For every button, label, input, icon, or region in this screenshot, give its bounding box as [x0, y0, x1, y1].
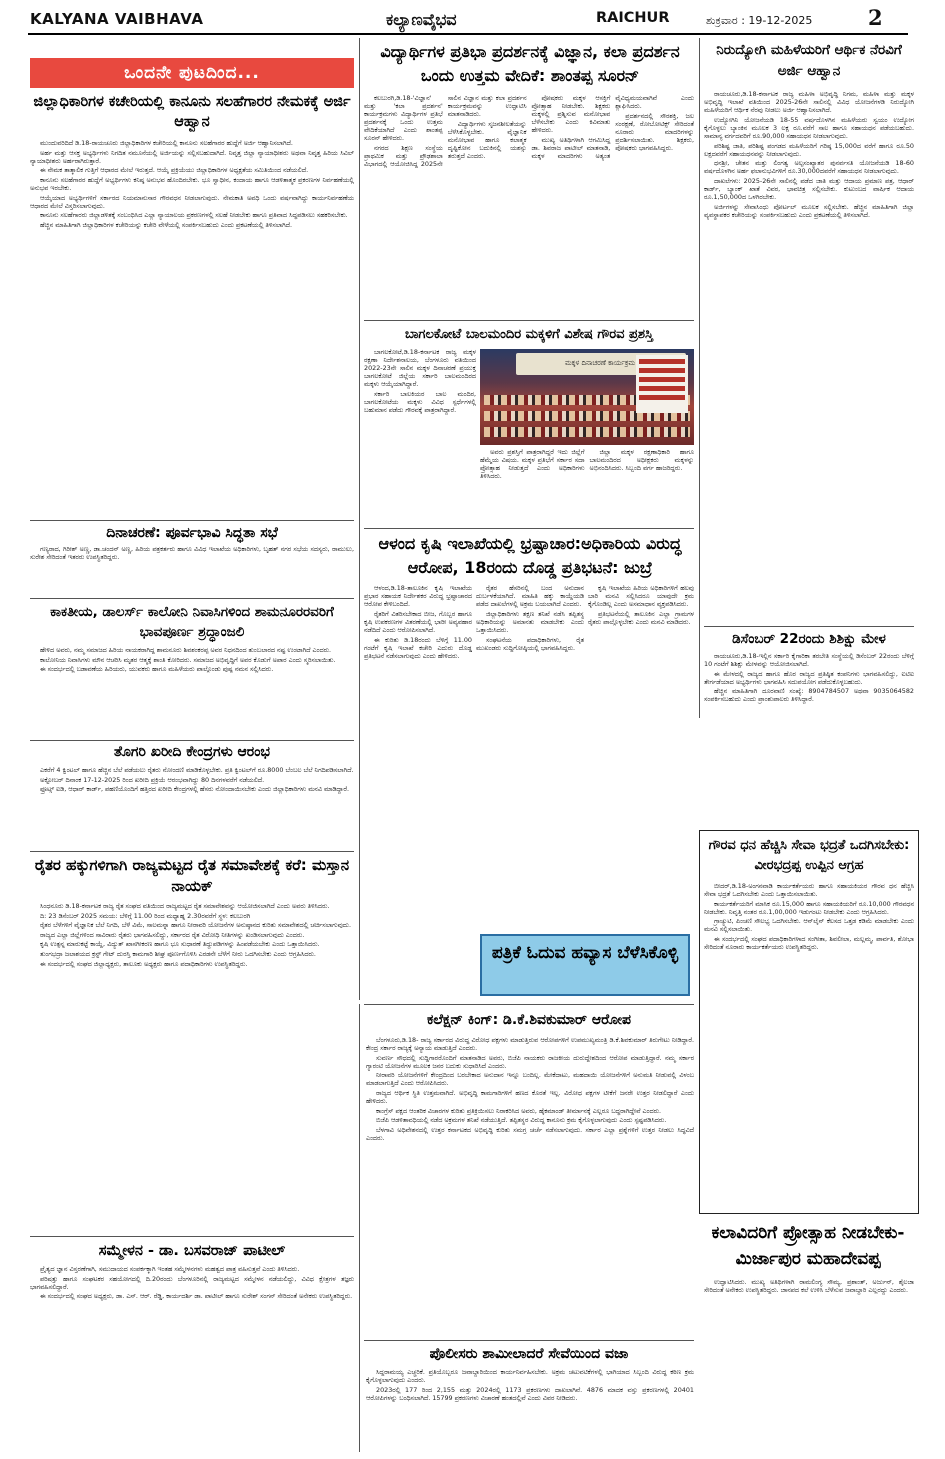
- paragraph: ರೈತರ ಹೆಸರಿನಲ್ಲಿ ಬಂದ ಅನುದಾನ ದುರ್ಬಳಕೆಯಾಗಿದೆ. ಮಾಹಿತಿ ಹಕ್ಕು ಕಾಯ್ದೆಯಡಿ ಪಡೆದ ದಾಖಲೆಗಳಲ್ಲಿ ಅಕ್ರಮ ಬಯಲಾಗಿದೆ ಎಂದರು.: [476, 584, 584, 609]
- paragraph: ಪರಿಶಿಷ್ಟ ಜಾತಿ, ಪರಿಶಿಷ್ಟ ಪಂಗಡದ ಮಹಿಳೆಯರಿಗೆ ಗರಿಷ್ಠ 15,000ದ ವರೆಗೆ ಹಾಗೂ ರೂ.50 ಲಕ್ಷದವರೆಗೆ ಸಹಾಯಧನವನ್ನು ನೀಡಲಾಗುವುದು.: [704, 141, 914, 158]
- paragraph: ಅರ್ಹ ಮತ್ತು ಆಸಕ್ತ ಅಭ್ಯರ್ಥಿಗಳು ನಿಗದಿತ ನಮೂನೆಯಲ್ಲಿ ಅರ್ಜಿಯನ್ನು ಸಲ್ಲಿಸಬಹುದಾಗಿದೆ. ನಿವೃತ್ತ ಜಿಲ್ಲಾ ನ್ಯಾಯಾಧೀಶರು ಅಥವಾ ನಿವೃತ್ತ ಹಿರಿಯ ಸಿವಿಲ್ ನ್ಯಾಯಾಧೀಶರು ಅರ್ಹರಾಗಿರುತ್ತಾರೆ.: [30, 148, 354, 165]
- article-headline: ಕಲಾವಿದರಿಗೆ ಪ್ರೋತ್ಸಾಹ ನೀಡಬೇಕು- ಮಿರ್ಜಾಪುರ ಮಹಾದೇವಪ್ಪ: [711, 1223, 905, 1269]
- paragraph: ಈ ಸಂದರ್ಭದಲ್ಲಿ ಬಡಾವಣೆಯ ಹಿರಿಯರು, ಯುವಕರು ಹಾಗೂ ಮಹಿಳೆಯರು ಪಾಲ್ಗೊಂಡು ಪುಷ್ಪ ನಮನ ಸಲ್ಲಿಸಿದರು.: [40, 665, 274, 674]
- paragraph: ಈ ನೇಮಕ ತಾತ್ಕಾಲಿಕ ಗುತ್ತಿಗೆ ಆಧಾರದ ಮೇಲೆ ಇರುತ್ತದೆ. ಆಯ್ಕೆ ಪ್ರಕ್ರಿಯೆಯು ಜಿಲ್ಲಾಧಿಕಾರಿಗಳ ಅಧ್ಯಕ್ಷತೆಯ ಸಮಿತಿಯಿಂದ ನಡೆಯಲಿದೆ.: [40, 166, 309, 175]
- article-headline: ಗೌರವ ಧನ ಹೆಚ್ಚಿಸಿ ಸೇವಾ ಭದ್ರತೆ ಒದಗಿಸಬೇಕು: ವೀರಭದ್ರಪ್ಪ ಉಪ್ಪಿನ ಆಗ್ರಹ: [708, 838, 910, 873]
- article-body: [364, 94, 694, 316]
- paragraph: ಕೃಷಿ ಉತ್ಪನ್ನ ಮಾರುಕಟ್ಟೆ ಕಾಯ್ದೆ, ವಿದ್ಯುತ್ ಖಾಸಗೀಕರಣ ಹಾಗೂ ಭೂ ಸುಧಾರಣೆ ತಿದ್ದುಪಡಿಗಳನ್ನು ಹಿಂಪಡೆಯಬೇಕು ಎಂದು ಒತ್ತಾಯಿಸಿದರು.: [40, 940, 320, 949]
- article-headline: ನಿರುದ್ಯೋಗಿ ಮಹಿಳೆಯರಿಗೆ ಆರ್ಥಿಕ ನೆರವಿಗೆ ಅರ್ಜಿ ಆಹ್ವಾನ: [716, 42, 902, 79]
- paragraph: ಈ ಸಂದರ್ಭದಲ್ಲಿ ಸಂಘದ ಅಧ್ಯಕ್ಷರು, ಡಾ. ಎಸ್. ಆರ್. ರೆಡ್ಡಿ, ಕಾರ್ಯದರ್ಶಿ ಡಾ. ಪಾಟೀಲ್ ಹಾಗೂ ಸುರೇಶ್ ಸಂಗನ್ ಸೇರಿದಂತೆ ಅನೇಕರು ಉಪಸ್ಥಿತರಿದ್ದರು.: [40, 1292, 353, 1301]
- paragraph: ಹೆಚ್ಚಿನ ಮಾಹಿತಿಗಾಗಿ ದೂರವಾಣಿ ಸಂಖ್ಯೆ: 8904784507 ಅಥವಾ 9035064582 ಸಂಪರ್ಕಿಸಬಹುದು ಎಂದು ಪ್ರಾಂಶುಪಾಲರು ತಿಳಿಸಿದ್ದಾರೆ.: [704, 687, 914, 704]
- paragraph: ವಿದ್ಯಾರ್ಥಿಗಳು ಸೃಜನಶೀಲತೆಯನ್ನು ಬೆಳೆಸಿಕೊಳ್ಳಬೇಕು. ವೈಜ್ಞಾನಿಕ ಮನೋಭಾವ ಹಾಗೂ ಕಲಾತ್ಮಕ ದೃಷ್ಟಿಕೋನ ಬದುಕಿನಲ್ಲಿ ಯಶಸ್ಸು ತರುತ್ತದೆ ಎಂದರು.: [447, 119, 527, 161]
- column-rule: [359, 1004, 360, 1452]
- paragraph: ಬೆಳಗಾವಿ ಅಧಿವೇಶನದಲ್ಲಿ ಉತ್ತರ ಕರ್ನಾಟಕದ ಅಭಿವೃದ್ಧಿ ಕುರಿತು ಸಮಗ್ರ ಚರ್ಚೆ ನಡೆಸಲಾಗುವುದು. ಸರ್ಕಾರ ಎಲ್ಲಾ ಪ್ರಶ್ನೆಗಳಿಗೆ ಉತ್ತರ ನೀಡಲು ಸಿದ್ಧವಿದೆ ಎಂದರು.: [366, 1125, 694, 1143]
- promo-box: ಪತ್ರಿಕೆ ಓದುವ ಹವ್ಯಾಸ ಬೆಳೆಸಿಕೊಳ್ಳಿ: [480, 934, 690, 996]
- award-ceremony-photo: [480, 349, 694, 445]
- article-divider: [30, 520, 354, 521]
- article-divider: [704, 626, 914, 627]
- article-body: [30, 646, 354, 738]
- article-headline: ದಿನಾಚರಣೆ: ಪೂರ್ವಭಾವಿ ಸಿದ್ಧತಾ ಸಭೆ: [106, 525, 278, 541]
- article-body: [364, 584, 472, 998]
- paragraph: ಉದ್ಯೋಗಿನಿ ಯೋಜನೆಯಡಿ 18-55 ವರ್ಷದೊಳಗಿನ ಮಹಿಳೆಯರು ಸ್ವಯಂ ಉದ್ಯೋಗ ಕೈಗೊಳ್ಳಲು ಬ್ಯಾಂಕಿನ ಮೂಲಕ 3 ಲಕ್ಷ ರೂ.ವರೆಗೆ ಸಾಲ ಹಾಗೂ ಸಹಾಯಧನ ಪಡೆಯಬಹುದು. ಸಾಮಾನ್ಯ ವರ್ಗದವರಿಗೆ ರೂ.90,000 ಸಹಾಯಧನ ನೀಡಲಾಗುವುದು.: [704, 115, 914, 140]
- article-headline: ಕಾಕತೀಯ, ಡಾಲರ್ಸ್ ಕಾಲೋನಿ ನಿವಾಸಿಗಳಿಂದ ಶಾಮನೂರರವರಿಗೆ ಭಾವಪೂರ್ಣ ಶ್ರದ್ಧಾಂಜಲಿ: [50, 604, 334, 640]
- article-divider: [364, 1340, 694, 1341]
- article-body: [480, 448, 694, 526]
- article-headline: ಜಿಲ್ಲಾಧಿಕಾರಿಗಳ ಕಚೇರಿಯಲ್ಲಿ ಕಾನೂನು ಸಲಹೆಗಾರರ ನೇಮಕಕ್ಕೆ ಅರ್ಜಿ ಆಹ್ವಾನ: [33, 94, 351, 130]
- article-headline: ಆಳಂದ ಕೃಷಿ ಇಲಾಖೆಯಲ್ಲಿ ಭ್ರಷ್ಟಾಚಾರ:ಅಧಿಕಾರಿಯ ವಿರುದ್ಧ ಆರೋಪ, 18ರಂದು ದೊಡ್ಡ ಪ್ರತಿಭಟನೆ: ಜುಬ್ರೆ: [378, 534, 682, 577]
- article-body: [366, 1368, 694, 1452]
- paragraph: ಬಿಜೆಪಿ ಆಡಳಿತಾವಧಿಯಲ್ಲಿ ನಡೆದ ಅಕ್ರಮಗಳ ತನಿಖೆ ನಡೆಯುತ್ತಿದೆ. ತಪ್ಪಿತಸ್ಥರ ವಿರುದ್ಧ ಕಾನೂನು ಕ್ರಮ ಕೈಗೊಳ್ಳಲಾಗುವುದು ಎಂದು ಸ್ಪಷ್ಟಪಡಿಸಿದರು.: [376, 1116, 667, 1125]
- article-headline: ಪೊಲೀಸರು ಶಾಮೀಲಾದರೆ ಸೇವೆಯಿಂದ ವಜಾ: [429, 1346, 629, 1362]
- paragraph: ಕೃಷಿ ಇಲಾಖೆಯ ಹಿರಿಯ ಅಧಿಕಾರಿಗಳಿಗೆ ಹಲವು ಬಾರಿ ಮನವಿ ಸಲ್ಲಿಸಿದರೂ ಯಾವುದೇ ಕ್ರಮ ಕೈಗೊಂಡಿಲ್ಲ ಎಂದು ಅಸಮಾಧಾನ ವ್ಯಕ್ತಪಡಿಸಿದರು.: [588, 584, 694, 609]
- article-headline: ರೈತರ ಹಕ್ಕುಗಳಿಗಾಗಿ ರಾಜ್ಯಮಟ್ಟದ ರೈತ ಸಮಾವೇಶಕ್ಕೆ ಕರೆ: ಮಸ್ತಾನ ನಾಯಕ್: [34, 856, 350, 895]
- paragraph: ಮುಖ್ಯ ಅತಿಥಿಗಳಾಗಿ ಆಗಮಿಸಿದ್ದ ಡಾ. ಶಿವರಾಜ ಪಾಟೀಲ್ ಮಾತನಾಡಿ, ಮಕ್ಕಳ ಮಾದರಿಗಳು ಅತ್ಯಂತ ವೈವಿಧ್ಯಮಯವಾಗಿವೆ ಎಂದು ಶ್ಲಾಘಿಸಿದರು.: [531, 94, 694, 161]
- paragraph: ಪ್ರೈತ್ಯದ ಜ್ಞಾನ ವಿಸ್ತರಣೆಗಾಗಿ, ಸಮುದಾಯದ ಸಂಪರ್ಕಕ್ಕಾಗಿ ಇಂತಹ ಸಮ್ಮೇಳನಗಳು ಮಹತ್ವದ ಪಾತ್ರ ವಹಿಸುತ್ತವೆ ಎಂದು ತಿಳಿಸಿದರು.: [40, 1265, 300, 1273]
- article-body: [366, 1036, 694, 1336]
- paragraph: ಕಾನೂನು ಸಲಹೆಗಾರರು ಜಿಲ್ಲಾಡಳಿತಕ್ಕೆ ಸಂಬಂಧಿಸಿದ ಎಲ್ಲಾ ನ್ಯಾಯಾಲಯ ಪ್ರಕರಣಗಳಲ್ಲಿ ಸಲಹೆ ನೀಡಬೇಕು ಹಾಗೂ ಪ್ರತಿವಾದ ಸಿದ್ಧಪಡಿಸಲು ಸಹಕರಿಸಬೇಕು.: [40, 211, 348, 220]
- paragraph: ಸಿಂಧನೂರು ಡಿ.18-ಕರ್ನಾಟಕ ರಾಜ್ಯ ರೈತ ಸಂಘದ ವತಿಯಿಂದ ರಾಜ್ಯಮಟ್ಟದ ರೈತ ಸಮಾವೇಶವನ್ನು ಆಯೋಜಿಸಲಾಗಿದೆ ಎಂದು ಅವರು ತಿಳಿಸಿದರು.: [40, 902, 330, 910]
- paragraph: ದಾಖಲೆಗಳು: 2025-26ನೇ ಸಾಲಿನಲ್ಲಿ ಪಡೆದ ಜಾತಿ ಮತ್ತು ಆದಾಯ ಪ್ರಮಾಣ ಪತ್ರ, ಆಧಾರ್ ಕಾರ್ಡ್, ಬ್ಯಾಂಕ್ ಖಾತೆ ವಿವರ, ಭಾವಚಿತ್ರ ಸಲ್ಲಿಸಬೇಕು. ಕುಟುಂಬದ ವಾರ್ಷಿಕ ಆದಾಯ ರೂ.1,50,000ದ ಒಳಗಿರಬೇಕು.: [704, 176, 914, 202]
- paragraph: ಆಯ್ಕೆಯಾದ ಅಭ್ಯರ್ಥಿಗಳಿಗೆ ಸರ್ಕಾರದ ನಿಯಮಾನುಸಾರ ಗೌರವಧನ ನೀಡಲಾಗುವುದು. ನೇಮಕಾತಿ ಅವಧಿ ಒಂದು ವರ್ಷವಾಗಿದ್ದು ಕಾರ್ಯನಿರ್ವಹಣೆಯ ಆಧಾರದ ಮೇಲೆ ವಿಸ್ತರಿಸಲಾಗುವುದು.: [30, 193, 354, 210]
- paragraph: ರಾಜ್ಯದ ಎಲ್ಲಾ ಜಿಲ್ಲೆಗಳಿಂದ ಸಾವಿರಾರು ರೈತರು ಭಾಗವಹಿಸಲಿದ್ದು, ಸರ್ಕಾರದ ರೈತ ವಿರೋಧಿ ನೀತಿಗಳನ್ನು ಖಂಡಿಸಲಾಗುವುದು ಎಂದರು.: [40, 930, 305, 939]
- paragraph: ಬೀದರ್,ಡಿ.18-ಅಂಗನವಾಡಿ ಕಾರ್ಯಕರ್ತೆಯರು ಹಾಗೂ ಸಹಾಯಕಿಯರ ಗೌರವ ಧನ ಹೆಚ್ಚಿಸಿ ಸೇವಾ ಭದ್ರತೆ ಒದಗಿಸಬೇಕು ಎಂದು ಒತ್ತಾಯಿಸಲಾಯಿತು.: [704, 882, 914, 899]
- paragraph: ಪರಿಷತ್ತು ಹಾಗೂ ಸಂಘಟಕರ ಸಹಯೋಗದಲ್ಲಿ ದಿ.20ರಂದು ಬೆಂಗಳೂರಿನಲ್ಲಿ ರಾಜ್ಯಮಟ್ಟದ ಸಮ್ಮೇಳನ ನಡೆಯಲಿದ್ದು, ವಿವಿಧ ಕ್ಷೇತ್ರಗಳ ತಜ್ಞರು ಭಾಗವಹಿಸಲಿದ್ದಾರೆ.: [30, 1274, 354, 1291]
- paragraph: ಎಕರೆಗೆ 4 ಕ್ವಿಂಟಲ್ ಹಾಗೂ ಹೆಚ್ಚಿನ ಬೆಲೆ ಪಡೆಯಲು ರೈತರು ನೋಂದಣಿ ಮಾಡಿಕೊಳ್ಳಬೇಕು. ಪ್ರತಿ ಕ್ವಿಂಟಲ್‌ಗೆ ರೂ.8000 ಬೆಂಬಲ ಬೆಲೆ ನಿಗದಿಪಡಿಸಲಾಗಿದೆ.: [40, 766, 354, 774]
- paragraph: ಜಿಲ್ಲಾಧಿಕಾರಿಗಳು ತಕ್ಷಣ ತನಿಖೆ ನಡೆಸಿ ತಪ್ಪಿತಸ್ಥ ಅಧಿಕಾರಿಯನ್ನು ಅಮಾನತು ಮಾಡಬೇಕು ಎಂದು ಒತ್ತಾಯಿಸಿದರು.: [476, 609, 584, 634]
- page-number: 2: [868, 5, 883, 30]
- people-row: [484, 427, 690, 437]
- paragraph: ಸುವರ್ಣ ಸೌಧದಲ್ಲಿ ಸುದ್ದಿಗಾರರೊಂದಿಗೆ ಮಾತನಾಡಿದ ಅವರು, ಬಿಜೆಪಿ ನಾಯಕರು ರಾಜಕೀಯ ದುರುದ್ದೇಶದಿಂದ ಆರೋಪ ಮಾಡುತ್ತಿದ್ದಾರೆ. ನಮ್ಮ ಸರ್ಕಾರ ಗ್ಯಾರಂಟಿ ಯೋಜನೆಗಳ ಮೂಲಕ ಜನರ ಬದುಕು ಸುಧಾರಿಸಿದೆ ಎಂದರು.: [366, 1053, 694, 1070]
- paragraph: ಗ್ರಾಚ್ಯುಟಿ, ಪಿಂಚಣಿ ಸೌಲಭ್ಯ ಒದಗಿಸಬೇಕು. ಆನ್‌ಲೈನ್ ಕೆಲಸದ ಒತ್ತಡ ಕಡಿಮೆ ಮಾಡಬೇಕು ಎಂದು ಮನವಿ ಸಲ್ಲಿಸಲಾಯಿತು.: [704, 917, 914, 934]
- paragraph: ಸರ್ಕಾರಿ ಬಾಲಕಿಯರ ಬಾಲ ಮಂದಿರ, ಬಾಗಲಕೋಟೆಯ ಮಕ್ಕಳು ವಿವಿಧ ಸ್ಪರ್ಧೆಗಳಲ್ಲಿ ಬಹುಮಾನ ಪಡೆದು ಗೌರವಕ್ಕೆ ಪಾತ್ರರಾಗಿದ್ದಾರೆ.: [364, 389, 476, 415]
- paragraph: ಕಲಬುರಗಿ,ಡಿ.18-'ವಿಜ್ಞಾನ' ಮತ್ತು 'ಕಲಾ ಪ್ರದರ್ಶನ' ಕಾರ್ಯಕ್ರಮಗಳು ವಿದ್ಯಾರ್ಥಿಗಳ ಪ್ರತಿಭೆ ಪ್ರದರ್ಶನಕ್ಕೆ ಒಂದು ಉತ್ತಮ ವೇದಿಕೆಯಾಗಿದೆ ಎಂದು ಶಾಂತಪ್ಪ ಸೂರನ್ ಹೇಳಿದರು.: [364, 94, 443, 143]
- article-headline: ಕಲೆಕ್ಷನ್ ಕಿಂಗ್: ಡಿ.ಕೆ.ಶಿವಕುಮಾರ್ ಆರೋಪ: [427, 1012, 631, 1028]
- paragraph: ಕಾಲೋನಿಯ ನಿವಾಸಿಗಳು ಮೌನ ಆಚರಿಸಿ ಮೃತರ ಆತ್ಮಕ್ಕೆ ಶಾಂತಿ ಕೋರಿದರು. ಸಮಾಜದ ಅಭಿವೃದ್ಧಿಗೆ ಅವರ ಕೊಡುಗೆ ಅಪಾರ ಎಂದು ಸ್ಮರಿಸಲಾಯಿತು.: [40, 655, 336, 664]
- paragraph: ಅರ್ಜಿಗಳನ್ನು ಸೇವಾಸಿಂಧು ಪೋರ್ಟಲ್ ಮೂಲಕ ಸಲ್ಲಿಸಬೇಕು. ಹೆಚ್ಚಿನ ಮಾಹಿತಿಗಾಗಿ ಜಿಲ್ಲಾ ವ್ಯವಸ್ಥಾಪಕರ ಕಚೇರಿಯನ್ನು ಸಂಪರ್ಕಿಸಬಹುದು ಎಂದು ಪ್ರಕಟಣೆಯಲ್ಲಿ ತಿಳಿಸಲಾಗಿದೆ.: [704, 202, 914, 219]
- article-body: [30, 545, 354, 593]
- article-divider: [364, 320, 694, 321]
- article-body: [30, 766, 354, 848]
- paragraph: ಪೋಷಕರು ಮಕ್ಕಳ ಆಸಕ್ತಿಗೆ ಪ್ರೋತ್ಸಾಹ ನೀಡಬೇಕು. ಶಿಕ್ಷಕರು ಮಕ್ಕಳಲ್ಲಿ ಪ್ರಶ್ನಿಸುವ ಮನೋಭಾವ ಬೆಳೆಸಬೇಕು ಎಂದು ಕಿವಿಮಾತು ಹೇಳಿದರು.: [531, 94, 611, 135]
- article-body: [588, 584, 694, 928]
- paragraph: ಮುಂದುವರಿದಿದೆ ಡಿ.18-ರಾಯಚೂರು ಜಿಲ್ಲಾಧಿಕಾರಿಗಳ ಕಚೇರಿಯಲ್ಲಿ ಕಾನೂನು ಸಲಹೆಗಾರರ ಹುದ್ದೆಗೆ ಅರ್ಜಿ ಆಹ್ವಾನಿಸಲಾಗಿದೆ.: [40, 139, 293, 147]
- article-body: [364, 348, 476, 526]
- paper-name: KALYANA VAIBHAVA: [30, 10, 204, 28]
- article-divider: [30, 740, 354, 741]
- paragraph: ಈ ಸಂದರ್ಭದಲ್ಲಿ ಸಂಘದ ಜಿಲ್ಲಾಧ್ಯಕ್ಷರು, ತಾಲೂಕು ಅಧ್ಯಕ್ಷರು ಹಾಗೂ ಪದಾಧಿಕಾರಿಗಳು ಉಪಸ್ಥಿತರಿದ್ದರು.: [40, 959, 248, 968]
- paragraph: ಹೆಚ್ಚಿನ ಮಾಹಿತಿಗಾಗಿ ಜಿಲ್ಲಾಧಿಕಾರಿಗಳ ಕಚೇರಿಯನ್ನು ಕಚೇರಿ ವೇಳೆಯಲ್ಲಿ ಸಂಪರ್ಕಿಸಬಹುದು ಎಂದು ಪ್ರಕಟಣೆಯಲ್ಲಿ ತಿಳಿಸಲಾಗಿದೆ.: [40, 220, 293, 229]
- paragraph: ಆಳಂದ,ಡಿ.18-ತಾಲೂಕಿನ ಕೃಷಿ ಇಲಾಖೆಯ ಪ್ರಭಾರ ಸಹಾಯಕ ನಿರ್ದೇಶಕರ ವಿರುದ್ಧ ಭ್ರಷ್ಟಾಚಾರದ ಆರೋಪ ಕೇಳಿಬಂದಿದೆ.: [364, 584, 472, 609]
- paragraph: ಉದ್ಘಾಟಿಸಿದರು. ಮುಖ್ಯ ಅತಿಥಿಗಳಾಗಿ ರಾಮಲಿಂಗ್ಯ ಸೌಮ್ಯ, ಪ್ರಶಾಂತ್, ಅರ್ಜುನ್, ಶೈಲಜಾ ಸೇರಿದಂತೆ ಅನೇಕರು ಉಪಸ್ಥಿತರಿದ್ದರು. ಜಾನಪದ ಕಲೆ ಉಳಿಸಿ ಬೆಳೆಸುವ ಜವಾಬ್ದಾರಿ ಎಲ್ಲರದ್ದು ಎಂದರು.: [704, 1278, 914, 1295]
- paragraph: ಅಕ್ಟೋಬರ್ ದಿನಾಂಕ 17-12-2025 ರಿಂದ ಖರೀದಿ ಪ್ರಕ್ರಿಯೆ ಆರಂಭವಾಗಿದ್ದು 80 ದಿನಗಳವರೆಗೆ ನಡೆಯಲಿದೆ.: [40, 775, 265, 784]
- article-body: [704, 90, 914, 622]
- paragraph: ಈ ಮೇಳದಲ್ಲಿ ರಾಜ್ಯದ ಹಾಗೂ ಹೊರ ರಾಜ್ಯದ ಪ್ರತಿಷ್ಠಿತ ಕಂಪನಿಗಳು ಭಾಗವಹಿಸಲಿದ್ದು, ಐಟಿಐ ತೇರ್ಗಡೆಯಾದ ಅಭ್ಯರ್ಥಿಗಳು ಭಾಗವಹಿಸಿ ಸದುಪಯೋಗ ಪಡೆದುಕೊಳ್ಳಬಹುದು.: [704, 669, 914, 686]
- paragraph: ದಿ: 23 ಡಿಸೆಂಬರ್ 2025 ಸಮಯ: ಬೆಳಿಗ್ಗೆ 11.00 ರಿಂದ ಮಧ್ಯಾಹ್ನ 2.30ರವರೆಗೆ ಸ್ಥಳ: ಕಲಬುರಗಿ: [40, 911, 251, 920]
- paragraph: ಕಾರ್ಯಕರ್ತೆಯರಿಗೆ ಮಾಸಿಕ ರೂ.15,000 ಹಾಗೂ ಸಹಾಯಕಿಯರಿಗೆ ರೂ.10,000 ಗೌರವಧನ ನೀಡಬೇಕು. ನಿವೃತ್ತಿ ನಂತರ ರೂ.1,00,000 ಇಡುಗಂಟು ನೀಡಬೇಕು ಎಂದು ಆಗ್ರಹಿಸಿದರು.: [704, 899, 914, 916]
- column-rule: [359, 38, 360, 1000]
- article-divider: [30, 598, 354, 599]
- paragraph: ಜಿಲ್ಲಾ ಮಕ್ಕಳ ರಕ್ಷಣಾಧಿಕಾರಿ ಹಾಗೂ ಬಾಲಮಂದಿರದ ಅಧೀಕ್ಷಕರು ಮಕ್ಕಳನ್ನು ಅಭಿನಂದಿಸಿದರು. ಸಿಬ್ಬಂದಿ ವರ್ಗ ಹಾಜರಿದ್ದರು.: [589, 448, 694, 473]
- issue-date: ಶುಕ್ರವಾರ : 19-12-2025: [706, 14, 813, 27]
- photo-caption: ಮಕ್ಕಳ ದಿನಾಚರಣೆ ಕಾರ್ಯಕ್ರಮ: [564, 359, 636, 367]
- paragraph: ಪ್ರದರ್ಶನದಲ್ಲಿ ಸೌರಶಕ್ತಿ, ಜಲ ಸಂರಕ್ಷಣೆ, ರೋಬೋಟಿಕ್ಸ್ ಸೇರಿದಂತೆ ನೂರಾರು ಮಾದರಿಗಳನ್ನು ಪ್ರದರ್ಶಿಸಲಾಯಿತು. ಶಿಕ್ಷಕರು, ಪೋಷಕರು ಭಾಗವಹಿಸಿದ್ದರು.: [615, 111, 694, 153]
- article-body: [476, 584, 584, 928]
- paragraph: ರಾಯಚೂರು,ಡಿ.18-ಇಲ್ಲಿನ ಸರ್ಕಾರಿ ಕೈಗಾರಿಕಾ ತರಬೇತಿ ಸಂಸ್ಥೆಯಲ್ಲಿ ಡಿಸೆಂಬರ್ 22ರಂದು ಬೆಳಿಗ್ಗೆ 10 ಗಂಟೆಗೆ ಶಿಶಿಕ್ಷು ಮೇಳವನ್ನು ಆಯೋಜಿಸಲಾಗಿದೆ.: [704, 652, 914, 669]
- paragraph: ಗಣ್ಯರಾದ, ಗಿರೀಶ್ ಅಣ್ಣ, ಡಾ.ಚಂದನ್ ಅಣ್ಣ, ಹಿರಿಯ ಪತ್ರಕರ್ತರು ಹಾಗೂ ವಿವಿಧ ಇಲಾಖೆಯ ಅಧಿಕಾರಿಗಳು, ಬೃಹತ್ ನಗರ ಸಭೆಯ ಸದಸ್ಯರು, ರಾಮುಲು, ಸುರೇಶ ಸೇರಿದಂತೆ ಇತರರು ಉಪಸ್ಥಿತರಿದ್ದರು.: [30, 545, 354, 562]
- article-divider: [364, 528, 694, 529]
- article-divider: [30, 851, 354, 852]
- paragraph: ಬೆಂಗಳೂರು,ಡಿ.18- ರಾಜ್ಯ ಸರ್ಕಾರದ ವಿರುದ್ಧ ವಿರೋಧ ಪಕ್ಷಗಳು ಮಾಡುತ್ತಿರುವ ಆರೋಪಗಳಿಗೆ ಉಪಮುಖ್ಯಮಂತ್ರಿ ಡಿ.ಕೆ.ಶಿವಕುಮಾರ್ ತಿರುಗೇಟು ನೀಡಿದ್ದಾರೆ. ಕೇಂದ್ರ ಸರ್ಕಾರ ರಾಜ್ಯಕ್ಕೆ ಅನ್ಯಾಯ ಮಾಡುತ್ತಿದೆ ಎಂದರು.: [366, 1036, 694, 1053]
- column-rule: [699, 38, 700, 718]
- paragraph: ಈ ಸಂದರ್ಭದಲ್ಲಿ ಸಂಘದ ಪದಾಧಿಕಾರಿಗಳಾದ ಸಂಗೀತಾ, ಶಿವಲೀಲಾ, ಮಲ್ಲಮ್ಮ, ಪಾರ್ವತಿ, ಶೋಭಾ ಸೇರಿದಂತೆ ನೂರಾರು ಕಾರ್ಯಕರ್ತೆಯರು ಉಪಸ್ಥಿತರಿದ್ದರು.: [704, 935, 914, 952]
- masthead-rule: [28, 33, 908, 35]
- paper-name-kannada: ಕಲ್ಯಾಣವೈಭವ: [386, 10, 457, 29]
- article-body: [704, 882, 914, 1208]
- paragraph: ಸಿದ್ದರಾಮಯ್ಯ ಎಚ್ಚರಿಕೆ. ಪ್ರತಿಯೊಬ್ಬರೂ ಜವಾಬ್ದಾರಿಯಿಂದ ಕಾರ್ಯನಿರ್ವಹಿಸಬೇಕು. ಅಕ್ರಮ ಚಟುವಟಿಕೆಗಳಲ್ಲಿ ಭಾಗಿಯಾದ ಸಿಬ್ಬಂದಿ ವಿರುದ್ಧ ಕಠಿಣ ಕ್ರಮ ಕೈಗೊಳ್ಳಲಾಗುವುದು ಎಂದರು.: [366, 1368, 694, 1385]
- article-body: [704, 652, 914, 824]
- paragraph: ರೈತರಿಗೆ ವಿತರಿಸಬೇಕಾದ ಬೀಜ, ಗೊಬ್ಬರ ಹಾಗೂ ಕೃಷಿ ಉಪಕರಣಗಳ ವಿತರಣೆಯಲ್ಲಿ ಭಾರೀ ಅವ್ಯವಹಾರ ನಡೆದಿದೆ ಎಂದು ಆರೋಪಿಸಲಾಗಿದೆ.: [364, 609, 472, 634]
- paragraph: ರಾಜ್ಯದ ಆರ್ಥಿಕ ಸ್ಥಿತಿ ಉತ್ತಮವಾಗಿದೆ. ಅಭಿವೃದ್ಧಿ ಕಾಮಗಾರಿಗಳಿಗೆ ಹಣದ ಕೊರತೆ ಇಲ್ಲ. ವಿರೋಧ ಪಕ್ಷಗಳ ಟೀಕೆಗೆ ಜನರೇ ಉತ್ತರ ನೀಡಲಿದ್ದಾರೆ ಎಂದು ಹೇಳಿದರು.: [366, 1089, 694, 1106]
- paragraph: ಬಾಗಲಕೋಟೆ,ಡಿ.18-ಕರ್ನಾಟಕ ರಾಜ್ಯ ಮಕ್ಕಳ ರಕ್ಷಣಾ ನಿರ್ದೇಶನಾಲಯ, ಬೆಂಗಳೂರು ವತಿಯಿಂದ 2022-23ನೇ ಸಾಲಿನ ಮಕ್ಕಳ ದಿನಾಚರಣೆ ಪ್ರಯುಕ್ತ ಬಾಗಲಕೋಟೆ ಜಿಲ್ಲೆಯ ಸರ್ಕಾರಿ ಬಾಲಮಂದಿರದ ಮಕ್ಕಳು ಆಯ್ಕೆಯಾಗಿದ್ದಾರೆ.: [364, 348, 476, 389]
- paragraph: ಕಾಂಗ್ರೆಸ್ ಪಕ್ಷದ ಆಂತರಿಕ ವಿಚಾರಗಳ ಕುರಿತು ಪ್ರತಿಕ್ರಿಯಿಸಲು ನಿರಾಕರಿಸಿದ ಅವರು, ಹೈಕಮಾಂಡ್ ತೀರ್ಮಾನಕ್ಕೆ ಎಲ್ಲರೂ ಬದ್ಧರಾಗಿದ್ದೇವೆ ಎಂದರು.: [376, 1106, 662, 1115]
- paragraph: ರೈತರ ಬೆಳೆಗಳಿಗೆ ವೈಜ್ಞಾನಿಕ ಬೆಲೆ ನಿಗದಿ, ಬೆಳೆ ವಿಮೆ, ಸಾಲಮನ್ನಾ ಹಾಗೂ ನೀರಾವರಿ ಯೋಜನೆಗಳ ಅನುಷ್ಠಾನದ ಕುರಿತು ಸಮಾವೇಶದಲ್ಲಿ ಚರ್ಚಿಸಲಾಗುವುದು.: [40, 921, 351, 930]
- article-headline: ಸಮ್ಮೇಳನ - ಡಾ. ಬಸವರಾಜ್ ಪಾಟೀಲ್: [98, 1243, 286, 1259]
- article-divider: [30, 1236, 354, 1237]
- paragraph: ನಗರದ ಶಿಕ್ಷಣ ಸಂಸ್ಥೆಯ ಪ್ರಾಥಮಿಕ ಮತ್ತು ಪ್ರೌಢಶಾಲಾ ವಿಭಾಗದಲ್ಲಿ ಆಯೋಜಿಸಿದ್ದ 2025ನೇ ಸಾಲಿನ ವಿಜ್ಞಾನ ಮತ್ತು ಕಲಾ ಪ್ರದರ್ಶನ ಕಾರ್ಯಕ್ರಮವನ್ನು ಉದ್ಘಾಟಿಸಿ ಮಾತನಾಡಿದರು.: [364, 94, 527, 169]
- paragraph: ನೀರಾವರಿ ಯೋಜನೆಗಳಿಗೆ ಕೇಂದ್ರದಿಂದ ಬರಬೇಕಾದ ಅನುದಾನ ಇನ್ನೂ ಬಂದಿಲ್ಲ. ಮೇಕೆದಾಟು, ಮಹದಾಯಿ ಯೋಜನೆಗಳಿಗೆ ಅನುಮತಿ ನೀಡುವಲ್ಲಿ ವಿಳಂಬ ಮಾಡಲಾಗುತ್ತಿದೆ ಎಂದು ಆರೋಪಿಸಿದರು.: [366, 1071, 694, 1088]
- article-divider: [364, 1004, 694, 1005]
- paragraph: ಧನಶ್ರೀ, ಚೇತನ ಮತ್ತು ಲಿಂಗತ್ವ ಅಲ್ಪಸಂಖ್ಯಾತರ ಪುನರ್ವಸತಿ ಯೋಜನೆಯಡಿ 18-60 ವರ್ಷದೊಳಗಿನ ಅರ್ಹ ಫಲಾನುಭವಿಗಳಿಗೆ ರೂ.30,000ದವರೆಗೆ ಸಹಾಯಧನ ನೀಡಲಾಗುವುದು.: [704, 159, 914, 176]
- paragraph: 2023ರಲ್ಲಿ 177 ರಿಂದ 2,155 ಮತ್ತು 2024ರಲ್ಲಿ 1173 ಪ್ರಕರಣಗಳು ದಾಖಲಾಗಿವೆ. 4876 ಮಾದಕ ವಸ್ತು ಪ್ರಕರಣಗಳಲ್ಲಿ 20401 ಆರೋಪಿಗಳನ್ನು ಬಂಧಿಸಲಾಗಿದೆ. 15799 ಪ್ರಕರಣಗಳು ವಿಚಾರಣೆ ಹಂತದಲ್ಲಿವೆ ಎಂದು ವಿವರ ನೀಡಿದರು.: [366, 1385, 694, 1402]
- paragraph: ಪ್ರತಿಭಟನೆಯಲ್ಲಿ ತಾಲೂಕಿನ ಎಲ್ಲಾ ಗ್ರಾಮಗಳ ರೈತರು ಪಾಲ್ಗೊಳ್ಳಬೇಕು ಎಂದು ಮನವಿ ಮಾಡಿದರು.: [588, 609, 694, 626]
- article-headline: ಬಾಗಲಕೋಟೆ ಬಾಲಮಂದಿರ ಮಕ್ಕಳಿಗೆ ವಿಶೇಷ ಗೌರವ ಪ್ರಶಸ್ತಿ: [404, 327, 654, 342]
- city-name: RAICHUR: [596, 10, 670, 26]
- paragraph: ಹೇಳಿದ ಅವರು, ನಮ್ಮ ಸಮಾಜದ ಹಿರಿಯ ನಾಯಕರಾಗಿದ್ದ ಶಾಮನೂರು ಶಿವಶಂಕರಪ್ಪ ಅವರ ನಿಧನದಿಂದ ತುಂಬಲಾರದ ನಷ್ಟ ಉಂಟಾಗಿದೆ ಎಂದರು.: [40, 646, 332, 654]
- section-banner: ಒಂದನೇ ಪುಟದಿಂದ...: [30, 58, 354, 88]
- paragraph: ರಾಯಚೂರು,ಡಿ.18-ಕರ್ನಾಟಕ ರಾಜ್ಯ ಮಹಿಳಾ ಅಭಿವೃದ್ಧಿ ನಿಗಮ, ಮಹಿಳಾ ಮತ್ತು ಮಕ್ಕಳ ಅಭಿವೃದ್ಧಿ ಇಲಾಖೆ ವತಿಯಿಂದ 2025-26ನೇ ಸಾಲಿನಲ್ಲಿ ವಿವಿಧ ಯೋಜನೆಗಳಡಿ ನಿರುದ್ಯೋಗಿ ಮಹಿಳೆಯರಿಗೆ ಆರ್ಥಿಕ ನೆರವು ನೀಡಲು ಅರ್ಜಿ ಆಹ್ವಾನಿಸಲಾಗಿದೆ.: [704, 90, 914, 115]
- article-body: [30, 139, 354, 517]
- paragraph: ಅವರು ಪ್ರಶಸ್ತಿಗೆ ಪಾತ್ರರಾಗಿದ್ದರೆ ಇದು ಜಿಲ್ಲೆಗೆ ಹೆಮ್ಮೆಯ ವಿಷಯ. ಮಕ್ಕಳ ಪ್ರತಿಭೆಗೆ ಸರ್ಕಾರ ಸದಾ ಪ್ರೋತ್ಸಾಹ ನೀಡುತ್ತದೆ ಎಂದು ಅಧಿಕಾರಿಗಳು ತಿಳಿಸಿದರು.: [480, 448, 585, 481]
- paragraph: ಫ್ರೂಟ್ಸ್ ಐಡಿ, ಆಧಾರ್ ಕಾರ್ಡ್, ಪಹಣಿಯೊಂದಿಗೆ ಹತ್ತಿರದ ಖರೀದಿ ಕೇಂದ್ರಗಳಲ್ಲಿ ಹೆಸರು ನೋಂದಾಯಿಸಬೇಕು ಎಂದು ಜಿಲ್ಲಾಧಿಕಾರಿಗಳು ಮನವಿ ಮಾಡಿದ್ದಾರೆ.: [40, 785, 349, 794]
- article-headline: ತೊಗರಿ ಖರೀದಿ ಕೇಂದ್ರಗಳು ಆರಂಭ: [114, 744, 270, 760]
- paragraph: ಈ ಕುರಿತು ಡಿ.18ರಂದು ಬೆಳಿಗ್ಗೆ 11.00 ಗಂಟೆಗೆ ಕೃಷಿ ಇಲಾಖೆ ಕಚೇರಿ ಎದುರು ದೊಡ್ಡ ಪ್ರತಿಭಟನೆ ನಡೆಸಲಾಗುವುದು ಎಂದು ಹೇಳಿದರು.: [364, 635, 472, 660]
- article-body: [30, 902, 354, 1232]
- article-body: [30, 1265, 354, 1453]
- article-headline: ವಿದ್ಯಾರ್ಥಿಗಳ ಪ್ರತಿಭಾ ಪ್ರದರ್ಶನಕ್ಕೆ ವಿಜ್ಞಾನ, ಕಲಾ ಪ್ರದರ್ಶನ ಒಂದು ಉತ್ತಮ ವೇದಿಕೆ: ಶಾಂತಪ್ಪ ಸೂರನ್: [380, 42, 680, 85]
- paragraph: ಕಾನೂನು ಸಲಹೆಗಾರರ ಹುದ್ದೆಗೆ ಅಭ್ಯರ್ಥಿಗಳು ಕನಿಷ್ಠ ಅನುಭವ ಹೊಂದಿರಬೇಕು. ಭೂ ಸ್ವಾಧೀನ, ಕಂದಾಯ ಹಾಗೂ ಆಡಳಿತಾತ್ಮಕ ಪ್ರಕರಣಗಳ ನಿರ್ವಹಣೆಯಲ್ಲಿ ಅನುಭವ ಇರಬೇಕು.: [30, 175, 354, 192]
- paragraph: ತುಂಗಭದ್ರಾ ಜಲಾಶಯದ ಕ್ರಸ್ಟ್ ಗೇಟ್ ದುರಸ್ತಿ ಕಾಮಗಾರಿ ಶೀಘ್ರ ಪೂರ್ಣಗೊಳಿಸಿ ಎರಡನೇ ಬೆಳೆಗೆ ನೀರು ಒದಗಿಸಬೇಕು ಎಂದು ಆಗ್ರಹಿಸಿದರು.: [40, 949, 316, 958]
- paragraph: ಸಂಘಟನೆಯ ಪದಾಧಿಕಾರಿಗಳು, ರೈತ ಮುಖಂಡರು ಸುದ್ದಿಗೋಷ್ಠಿಯಲ್ಲಿ ಭಾಗವಹಿಸಿದ್ದರು.: [476, 635, 584, 652]
- article-headline: ಡಿಸೆಂಬರ್ 22ರಂದು ಶಿಶಿಕ್ಷು ಮೇಳ: [732, 631, 886, 647]
- article-body: [704, 1278, 914, 1452]
